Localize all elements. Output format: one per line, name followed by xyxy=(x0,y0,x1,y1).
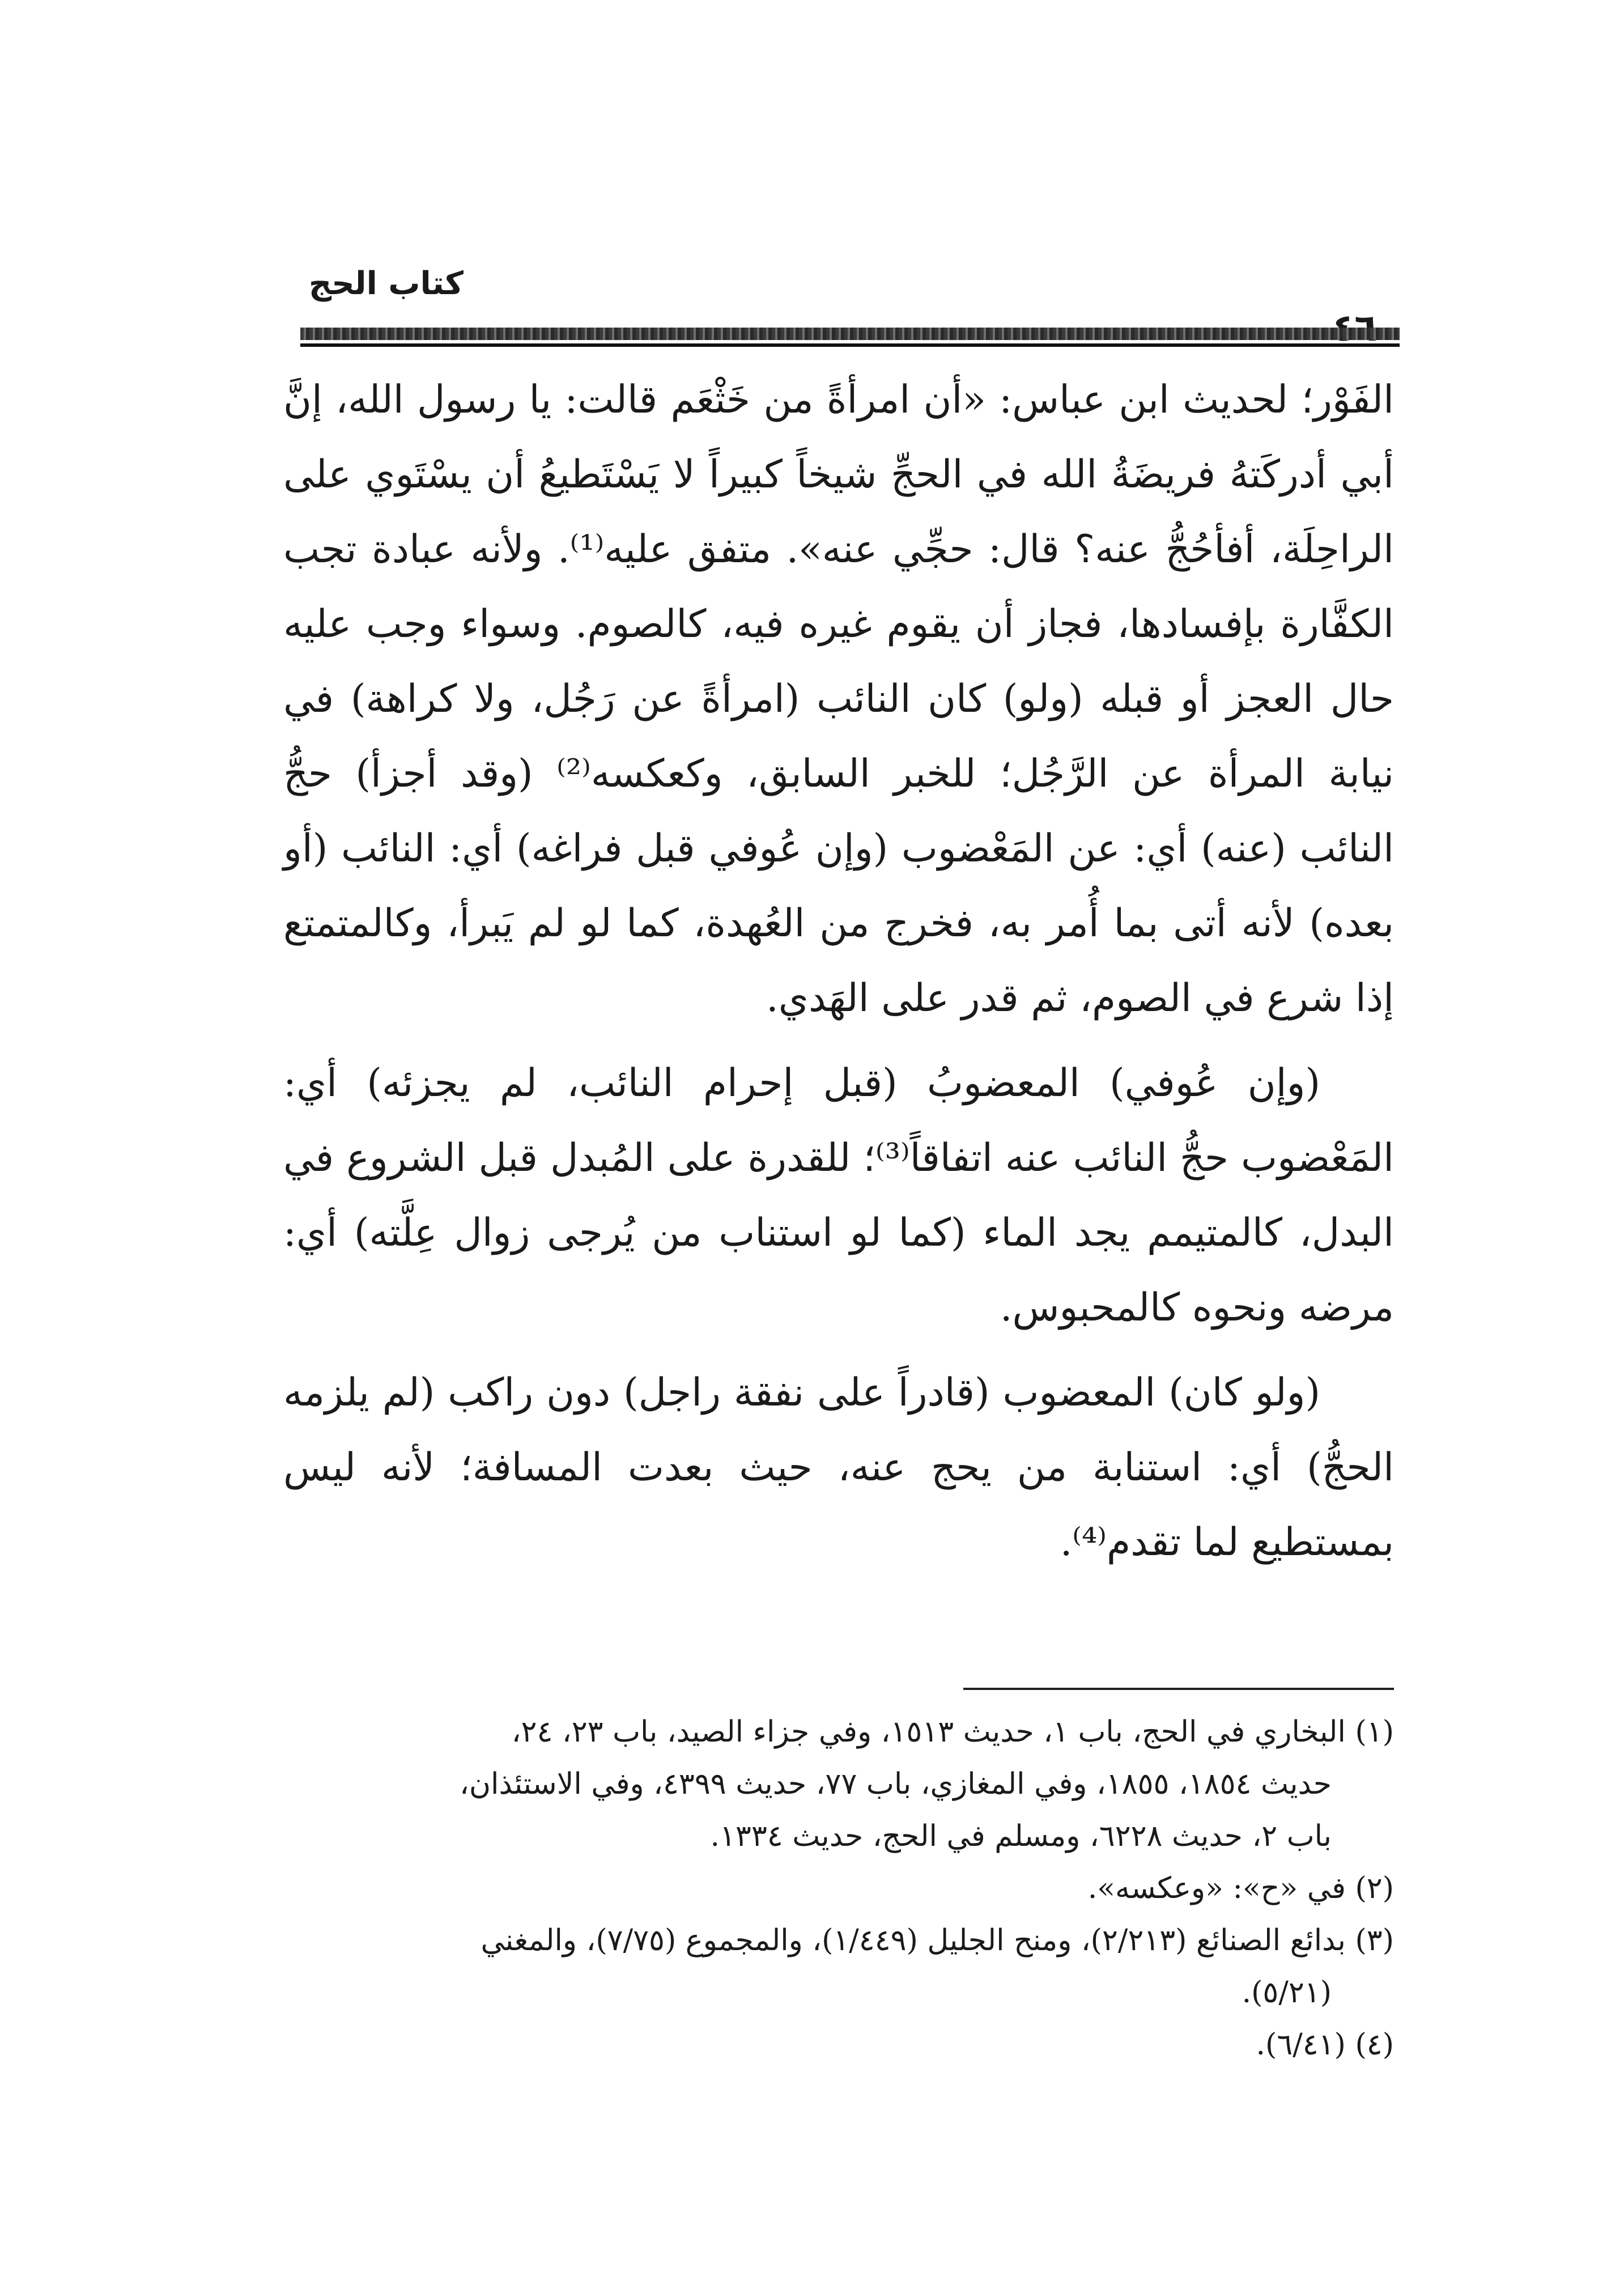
footnote-1-line-1: (١) البخاري في الحج، باب ١، حديث ١٥١٣، وفي جزاء الصيد، باب ٢٣، ٢٤، xyxy=(511,1715,1394,1749)
footnote-1-line-3: باب ٢، حديث ٦٢٢٨، ومسلم في الحج، حديث ١٣٣٤. xyxy=(710,1819,1332,1853)
footnotes xyxy=(283,1706,1394,2071)
footnote-1-line-2: حديث ١٨٥٤، ١٨٥٥، وفي المغازي، باب ٧٧، حديث ٤٣٩٩، وفي الاستئذان، xyxy=(460,1767,1332,1801)
footnote-1 xyxy=(283,1706,1394,1862)
footnote-2-line-1: (٢) في «ح»: «وعكسه». xyxy=(1087,1871,1394,1905)
header-rule xyxy=(300,328,1400,340)
footnote-4-line-1: (٤) (٦/٤١). xyxy=(1256,2028,1394,2062)
main-text xyxy=(283,363,1394,1580)
footnote-2 xyxy=(283,1862,1394,1914)
header-rule-underline xyxy=(300,343,1400,347)
footnote-4 xyxy=(283,2019,1394,2071)
footnote-separator xyxy=(963,1688,1394,1690)
footnote-3 xyxy=(283,1914,1394,2019)
paragraph-2: (وإن عُوفي) المعضوبُ (قبل إحرام النائب، لم يجزئه) أي: المَعْضوب حجُّ النائب عنه اتفاقاً⁽³⁾؛ للقدرة على المُبدل قبل الشروع في البدل، كالمتيمم يجد الماء (كما لو استناب من يُرجى زوال عِلَّته) أي: مرضه ونحوه كالمحبوس. xyxy=(283,1061,1394,1330)
paragraph-1: الفَوْر؛ لحديث ابن عباس: «أن امرأةً من خَثْعَم قالت: يا رسول الله، إنَّ أبي أدركَتهُ فريضَةُ الله في الحجِّ شيخاً كبيراً لا يَسْتَطيعُ أن يسْتَوي على الراحِلَة، أفأحُجُّ عنه؟ قال: حجِّي عنه». متفق عليه⁽¹⁾. ولأنه عبادة تجب الكفَّارة بإفسادها، فجاز أن يقوم غيره فيه، كالصوم. وسواء وجب عليه حال العجز أو قبله (ولو) كان النائب (امرأةً عن رَجُل، ولا كراهة) في نيابة المرأة عن الرَّجُل؛ للخبر السابق، وكعكسه⁽²⁾ (وقد أجزأ) حجُّ النائب (عنه) أي: عن المَعْضوب (وإن عُوفي قبل فراغه) أي: النائب (أو بعده) لأنه أتى بما أُمر به، فخرج من العُهدة، كما لو لم يَبرأ، وكالمتمتع إذا شرع في الصوم، ثم قدر على الهَدي. xyxy=(283,377,1394,1021)
footnote-3-line-1: (٣) بدائع الصنائع (٢/٢١٣)، ومنح الجليل (١/٤٤٩)، والمجموع (٧/٧٥)، والمغني xyxy=(481,1923,1394,1957)
footnote-3-line-2: (٥/٢١). xyxy=(1242,1976,1332,2010)
running-header-title: كتاب الحج xyxy=(308,265,464,302)
paragraph-3: (ولو كان) المعضوب (قادراً على نفقة راجل) دون راكب (لم يلزمه الحجُّ) أي: استنابة من يحج عنه، حيث بعدت المسافة؛ لأنه ليس بمستطيع لما تقدم⁽⁴⁾. xyxy=(283,1370,1394,1565)
